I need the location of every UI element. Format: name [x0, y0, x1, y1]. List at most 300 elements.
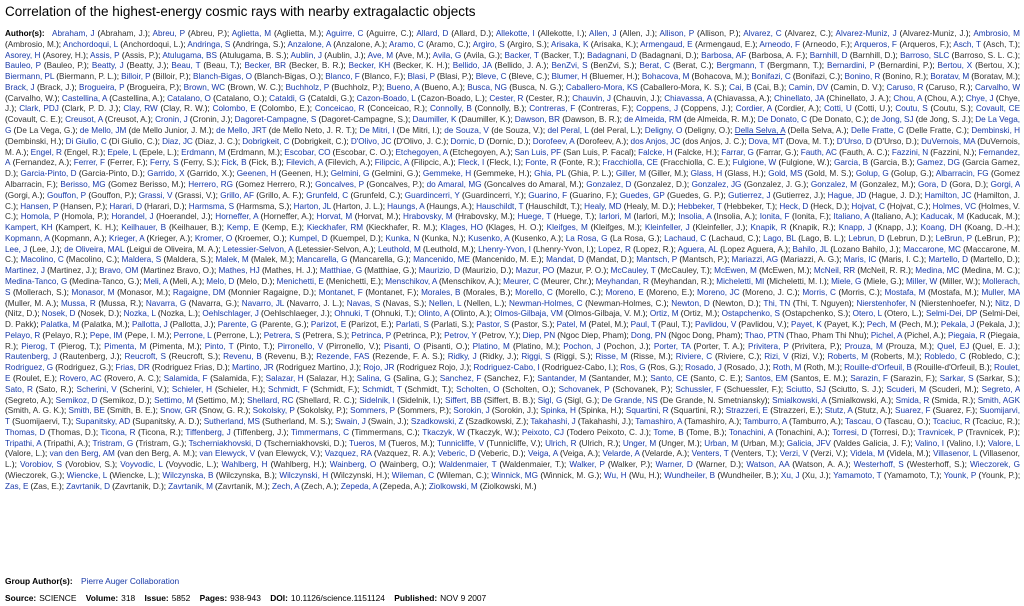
- author-link[interactable]: Wilczynski, H: [279, 471, 329, 481]
- author-link[interactable]: Schovanek, P: [558, 384, 610, 394]
- author-link[interactable]: Andringa, S: [187, 39, 231, 49]
- author-link[interactable]: Meli, A: [143, 276, 168, 286]
- author-link[interactable]: Horneffer, A: [215, 212, 259, 222]
- author-link[interactable]: Monasor, M: [71, 287, 115, 297]
- author-link[interactable]: Nitz, D: [995, 298, 1020, 308]
- author-link[interactable]: Velarde, A: [602, 449, 640, 459]
- author-link[interactable]: Erdmann, M: [181, 147, 226, 157]
- author-link[interactable]: de Mello, JM: [79, 126, 127, 136]
- author-link[interactable]: Payet, K: [791, 320, 822, 330]
- author-link[interactable]: Dembinski, H: [971, 126, 1020, 136]
- author-link[interactable]: Deligny, O: [644, 126, 683, 136]
- author-link[interactable]: Grillo, AF: [220, 190, 254, 200]
- author-link[interactable]: Malek, M: [215, 255, 249, 265]
- author-link[interactable]: Patel, M: [556, 320, 587, 330]
- author-link[interactable]: Settimo, M: [154, 395, 194, 405]
- author-link[interactable]: Smith, BE: [68, 406, 105, 416]
- author-link[interactable]: Rizi, V: [764, 352, 789, 362]
- author-link[interactable]: Beatty, J: [91, 61, 124, 71]
- author-link[interactable]: Pech, M: [866, 320, 897, 330]
- author-link[interactable]: Nosek, D: [41, 309, 76, 319]
- author-link[interactable]: Winnick, MG: [491, 471, 538, 481]
- author-link[interactable]: Mancarella, G: [296, 255, 348, 265]
- author-link[interactable]: Koang, DH: [920, 223, 962, 233]
- author-link[interactable]: Newman-Holmes, C: [509, 298, 583, 308]
- author-link[interactable]: DuVernois, MA: [921, 136, 976, 146]
- author-link[interactable]: Pisanti, O: [383, 341, 421, 351]
- author-link[interactable]: Porter, TA: [653, 341, 691, 351]
- author-link[interactable]: Bravo, OM: [99, 266, 139, 276]
- author-link[interactable]: Wainberg, O: [329, 460, 377, 470]
- author-link[interactable]: Asorey, H: [5, 50, 41, 60]
- author-link[interactable]: Micheletti, MI: [716, 276, 765, 286]
- author-link[interactable]: Filipcic, A: [374, 158, 409, 168]
- author-link[interactable]: Engel, R: [30, 147, 62, 157]
- author-link[interactable]: Bauleo, P: [5, 61, 41, 71]
- author-link[interactable]: de Jong, SJ: [870, 115, 914, 125]
- author-link[interactable]: Delle Fratte, C: [851, 126, 904, 136]
- author-link[interactable]: Kunka, N: [385, 233, 420, 243]
- author-link[interactable]: Morris, C: [802, 287, 836, 297]
- author-link[interactable]: Shellard, RC: [247, 395, 294, 405]
- author-link[interactable]: Gorgi, A: [990, 179, 1020, 189]
- author-link[interactable]: Palatka, M: [40, 320, 80, 330]
- author-link[interactable]: Smida, R: [895, 395, 930, 405]
- author-link[interactable]: Voyvodic, L: [120, 460, 163, 470]
- author-link[interactable]: Risse, M: [595, 352, 628, 362]
- author-link[interactable]: Takahashi, J: [530, 417, 576, 427]
- author-link[interactable]: Szadkowski, Z: [410, 417, 464, 427]
- author-link[interactable]: Berat, C: [639, 61, 671, 71]
- author-link[interactable]: Pirronello, V: [277, 341, 324, 351]
- author-link[interactable]: Pochon, J: [563, 341, 601, 351]
- author-link[interactable]: Kumpel, D: [289, 233, 328, 243]
- author-link[interactable]: Knapik, R: [750, 223, 787, 233]
- author-link[interactable]: Westerhoff, S: [853, 460, 904, 470]
- author-link[interactable]: Cotti, U: [823, 104, 852, 114]
- author-link[interactable]: Ros, G: [620, 363, 646, 373]
- author-link[interactable]: Roulet, E: [5, 363, 1020, 383]
- author-link[interactable]: Prouza, M: [844, 341, 883, 351]
- author-link[interactable]: dos Anjos, JC: [630, 136, 681, 146]
- author-link[interactable]: Walker, P: [569, 460, 605, 470]
- author-link[interactable]: Maldera, S: [121, 255, 162, 265]
- author-link[interactable]: Ambrosio, M: [973, 29, 1020, 38]
- group-author-link[interactable]: Pierre Auger Collaboration: [80, 576, 180, 586]
- author-link[interactable]: Blumer, H: [551, 72, 588, 82]
- author-link[interactable]: Heck, D: [779, 201, 809, 211]
- author-link[interactable]: Pepe, IM: [89, 330, 123, 340]
- author-link[interactable]: Wileman, C: [391, 471, 435, 481]
- author-link[interactable]: Castellina, A: [61, 93, 107, 103]
- author-link[interactable]: Schieler, H: [171, 384, 213, 394]
- author-link[interactable]: Zepeda, A: [340, 481, 378, 491]
- author-link[interactable]: Tascau, O: [845, 417, 882, 427]
- author-link[interactable]: Guardincerri, Y: [404, 190, 460, 200]
- author-link[interactable]: Ferry, S: [150, 158, 179, 168]
- author-link[interactable]: Reucroft, S: [124, 352, 166, 362]
- author-link[interactable]: Barnhill, D: [809, 50, 848, 60]
- author-link[interactable]: Schmidt, F: [268, 384, 308, 394]
- author-link[interactable]: Selmi-Dei, DP: [925, 309, 978, 319]
- author-link[interactable]: Valore, L: [987, 438, 1020, 448]
- author-link[interactable]: Melo, D: [206, 276, 235, 286]
- author-link[interactable]: Lhenry-Yvon, I: [478, 244, 531, 254]
- author-link[interactable]: BenZvi, S: [551, 61, 588, 71]
- author-link[interactable]: Sigl, G: [537, 395, 563, 405]
- author-link[interactable]: Atulugama, BS: [162, 50, 217, 60]
- author-link[interactable]: Scuderi, M: [886, 384, 927, 394]
- author-link[interactable]: Ohnuki, T: [334, 309, 370, 319]
- author-link[interactable]: Quel, EJ: [937, 341, 970, 351]
- author-link[interactable]: Stutz, A: [824, 406, 853, 416]
- author-link[interactable]: Goncalves, P: [315, 179, 364, 189]
- author-link[interactable]: Aguera, AL: [677, 244, 718, 254]
- author-link[interactable]: Urban, M: [704, 438, 739, 448]
- author-link[interactable]: Dagoret-Campagne, S: [234, 115, 317, 125]
- author-link[interactable]: Escobar, CO: [284, 147, 331, 157]
- author-link[interactable]: Tripathi, A: [5, 438, 42, 448]
- author-link[interactable]: Dornic, D: [450, 136, 485, 146]
- author-link[interactable]: Garcia, B: [834, 158, 869, 168]
- author-link[interactable]: Nellen, L: [428, 298, 462, 308]
- author-link[interactable]: Di Giulio, C: [65, 136, 107, 146]
- author-link[interactable]: Smialkowski, A: [772, 395, 827, 405]
- author-link[interactable]: Boratav, M: [930, 72, 970, 82]
- author-link[interactable]: Bertou, X: [937, 61, 973, 71]
- author-link[interactable]: Brogueira, P: [78, 82, 125, 92]
- author-link[interactable]: Yamamoto, T: [833, 471, 882, 481]
- author-link[interactable]: Chou, A: [893, 93, 923, 103]
- author-link[interactable]: Suomijarvi, T: [5, 406, 1020, 427]
- author-link[interactable]: Covault, CE: [975, 104, 1020, 114]
- author-link[interactable]: Aublin, J: [290, 50, 322, 60]
- author-link[interactable]: Macolino, C: [20, 255, 64, 265]
- author-link[interactable]: Supanitsky, AD: [75, 417, 131, 427]
- author-link[interactable]: Sato, R: [5, 384, 33, 394]
- author-link[interactable]: Santander, M: [537, 374, 587, 383]
- author-link[interactable]: La Rosa, G: [565, 233, 608, 243]
- author-link[interactable]: Fracchiolla, CE: [602, 158, 659, 168]
- author-link[interactable]: Chauvin, J: [572, 93, 611, 103]
- author-link[interactable]: Cronin, J: [155, 115, 188, 125]
- author-link[interactable]: Navarra, G: [145, 298, 187, 308]
- author-link[interactable]: Maurizio, D: [418, 266, 461, 276]
- author-link[interactable]: Roth, M: [772, 363, 802, 373]
- author-link[interactable]: Strazzeri, E: [725, 406, 769, 416]
- author-link[interactable]: Mandat, D: [546, 255, 584, 265]
- author-link[interactable]: Vorobiov, S: [19, 460, 63, 470]
- author-link[interactable]: Ionita, F: [759, 212, 790, 222]
- author-link[interactable]: del Peral, L: [547, 126, 589, 136]
- author-link[interactable]: Paul, T: [630, 320, 657, 330]
- author-link[interactable]: Hebbeker, T: [677, 201, 722, 211]
- author-link[interactable]: Montanet, F: [318, 287, 363, 297]
- author-link[interactable]: Ragaigne, DM: [172, 287, 226, 297]
- author-link[interactable]: Mathes, HJ: [218, 266, 260, 276]
- author-link[interactable]: Swain, J: [335, 417, 366, 427]
- author-link[interactable]: Giller, M: [615, 169, 646, 179]
- author-link[interactable]: Ave, M: [367, 50, 394, 60]
- author-link[interactable]: Zavrtanik, D: [66, 481, 111, 491]
- author-link[interactable]: Privitera, P: [748, 341, 789, 351]
- author-link[interactable]: Lachaud, C: [664, 233, 707, 243]
- author-link[interactable]: Waldenmaier, T: [438, 460, 497, 470]
- author-link[interactable]: Harton, JL: [293, 201, 331, 211]
- author-link[interactable]: Wundheiler, B: [664, 471, 716, 481]
- author-link[interactable]: Brack, J: [5, 82, 35, 92]
- author-link[interactable]: Blanch-Bigas, O: [193, 72, 253, 82]
- author-link[interactable]: Coutu, S: [895, 104, 928, 114]
- author-link[interactable]: Guarino, F: [528, 190, 568, 200]
- author-link[interactable]: Bonino, R: [844, 72, 881, 82]
- author-link[interactable]: van den Berg, AM: [49, 449, 115, 459]
- author-link[interactable]: Moreno, JC: [697, 287, 740, 297]
- author-link[interactable]: Kopmann, A: [5, 233, 50, 243]
- author-link[interactable]: Berisso, MG: [60, 179, 106, 189]
- author-link[interactable]: Nozka, L: [123, 309, 156, 319]
- author-link[interactable]: Zavrtanik, M: [168, 481, 213, 491]
- author-link[interactable]: Tkaczyk, W: [422, 427, 465, 437]
- author-link[interactable]: Dawson, BR: [514, 115, 561, 125]
- author-link[interactable]: Tristram, G: [92, 438, 134, 448]
- author-link[interactable]: Hojvat, C: [851, 201, 885, 211]
- author-link[interactable]: Bohacova, M: [641, 72, 690, 82]
- author-link[interactable]: Smith, AGK: [977, 395, 1020, 405]
- author-link[interactable]: Navas, S: [346, 298, 381, 308]
- author-link[interactable]: Sokolsky, P: [252, 406, 295, 416]
- author-link[interactable]: Rodriguez-Cabo, I: [473, 363, 540, 373]
- author-link[interactable]: Grassi, V: [138, 190, 173, 200]
- author-link[interactable]: Robledo, C: [924, 352, 966, 362]
- author-link[interactable]: Kleifges, M: [546, 223, 588, 233]
- author-link[interactable]: Miller, W: [905, 276, 938, 286]
- author-link[interactable]: Beau, T: [171, 61, 201, 71]
- author-link[interactable]: Medina, MC: [915, 266, 960, 276]
- author-link[interactable]: Pastor, S: [476, 320, 510, 330]
- author-link[interactable]: Fleck, I: [457, 158, 485, 168]
- author-link[interactable]: Blasi, P: [407, 72, 435, 82]
- author-link[interactable]: Venters, T: [691, 449, 729, 459]
- author-link[interactable]: Salamida, F: [163, 374, 208, 383]
- author-link[interactable]: Verzi, V: [779, 449, 808, 459]
- author-link[interactable]: Navarro, JL: [241, 298, 285, 308]
- author-link[interactable]: Galicia, JFV: [786, 438, 831, 448]
- author-link[interactable]: Brown, WC: [183, 82, 226, 92]
- author-link[interactable]: Dova, MT: [748, 136, 784, 146]
- author-link[interactable]: Assis, P: [90, 50, 120, 60]
- author-link[interactable]: Moreno, E: [605, 287, 644, 297]
- author-link[interactable]: Petrera, S: [263, 330, 301, 340]
- author-link[interactable]: Kromer, O: [194, 233, 233, 243]
- author-link[interactable]: De La Vega, G: [5, 115, 1020, 136]
- author-link[interactable]: Harmsma, S: [188, 201, 235, 211]
- author-link[interactable]: Meurer, C: [503, 276, 539, 286]
- author-link[interactable]: Catalano, O: [167, 93, 211, 103]
- author-link[interactable]: Sanchez, F: [439, 374, 482, 383]
- author-link[interactable]: Zas, E: [5, 481, 29, 491]
- author-link[interactable]: Sarazin, F: [850, 374, 888, 383]
- author-link[interactable]: Ziolkowski, M: [428, 481, 478, 491]
- author-link[interactable]: Aramo, C: [389, 39, 424, 49]
- author-link[interactable]: Sciutto, SJ: [786, 384, 826, 394]
- author-link[interactable]: Gold, MS: [768, 169, 803, 179]
- author-link[interactable]: Busca, NG: [467, 82, 507, 92]
- author-link[interactable]: Miele, G: [831, 276, 862, 286]
- author-link[interactable]: Lee, J: [5, 244, 28, 254]
- author-link[interactable]: Tamashiro, A: [635, 417, 682, 427]
- author-link[interactable]: Menschikov, A: [385, 276, 437, 286]
- author-link[interactable]: Mostafa, M: [884, 287, 926, 297]
- author-link[interactable]: Pelayo, R: [5, 330, 41, 340]
- author-link[interactable]: Biermann, PL: [5, 72, 55, 82]
- author-link[interactable]: Rovero, AC: [59, 374, 102, 383]
- author-link[interactable]: Billoir, P: [121, 72, 151, 82]
- author-link[interactable]: de Almeida, RM: [624, 115, 682, 125]
- author-link[interactable]: Rezende, FAS: [316, 352, 370, 362]
- author-link[interactable]: Thi, TN: [763, 298, 791, 308]
- author-link[interactable]: Backer, T: [504, 50, 539, 60]
- author-link[interactable]: Siffert, BB: [444, 395, 482, 405]
- author-link[interactable]: Alvarez-Muniz, J: [835, 29, 897, 38]
- author-link[interactable]: Bleve, C: [475, 72, 507, 82]
- author-link[interactable]: Vazquez, RA: [324, 449, 372, 459]
- author-link[interactable]: Aguirre, C: [325, 29, 364, 38]
- author-link[interactable]: Chinellato, JA: [774, 93, 825, 103]
- author-link[interactable]: Iarlori, M: [598, 212, 632, 222]
- author-link[interactable]: Fernandez, A: [5, 147, 1020, 168]
- author-link[interactable]: Rouille-d'Orfeuil, B: [844, 363, 912, 373]
- author-link[interactable]: Diep, PN: [522, 330, 556, 340]
- author-link[interactable]: Fonte, R: [525, 158, 557, 168]
- author-link[interactable]: Glass, H: [690, 169, 723, 179]
- author-link[interactable]: Clay, RW: [123, 104, 158, 114]
- author-link[interactable]: Dong, PN: [630, 330, 667, 340]
- author-link[interactable]: Santos, EM: [745, 374, 788, 383]
- author-link[interactable]: Wu, H: [603, 471, 627, 481]
- author-link[interactable]: Arqueros, F: [854, 39, 897, 49]
- author-link[interactable]: Arisaka, K: [550, 39, 589, 49]
- author-link[interactable]: Squartini, R: [625, 406, 669, 416]
- author-link[interactable]: Etchegoyen, A: [395, 147, 448, 157]
- author-link[interactable]: Pichel, A: [870, 330, 903, 340]
- author-link[interactable]: Alvarez, C: [743, 29, 782, 38]
- author-link[interactable]: Morales, B: [421, 287, 461, 297]
- author-link[interactable]: Martello, D: [928, 255, 969, 265]
- author-link[interactable]: Parlati, S: [395, 320, 429, 330]
- author-link[interactable]: Caruso, R: [886, 82, 924, 92]
- author-link[interactable]: Fazzini, N: [891, 147, 929, 157]
- author-link[interactable]: Leuthold, M: [378, 244, 421, 254]
- author-link[interactable]: Maris, IC: [843, 255, 877, 265]
- author-link[interactable]: Contreras, F: [529, 104, 576, 114]
- author-link[interactable]: Allen, J: [589, 29, 617, 38]
- author-link[interactable]: Pekala, J: [940, 320, 975, 330]
- author-link[interactable]: Peixoto, CJ: [521, 427, 565, 437]
- author-link[interactable]: Bernardini, P: [826, 61, 875, 71]
- author-link[interactable]: Gemmeke, H: [422, 169, 472, 179]
- author-link[interactable]: Armengaud, E: [640, 39, 693, 49]
- author-link[interactable]: Menichetti, E: [276, 276, 324, 286]
- author-link[interactable]: Maccarone, MC: [903, 244, 961, 254]
- author-link[interactable]: Matthiae, G: [319, 266, 363, 276]
- author-link[interactable]: Perrone, L: [173, 330, 212, 340]
- author-link[interactable]: Rojo, JR: [363, 363, 395, 373]
- author-link[interactable]: Lago, BL: [763, 233, 796, 243]
- author-link[interactable]: do Amaral, MG: [426, 179, 482, 189]
- author-link[interactable]: Allison, P: [659, 29, 695, 38]
- author-link[interactable]: Abraham, J: [52, 29, 95, 38]
- author-link[interactable]: Letessier-Selvon, A: [222, 244, 293, 254]
- author-link[interactable]: Arneodo, F: [759, 39, 801, 49]
- author-link[interactable]: Colombo, E: [212, 104, 256, 114]
- author-link[interactable]: Revenu, B: [223, 352, 262, 362]
- author-link[interactable]: Allekotte, I: [495, 29, 535, 38]
- author-link[interactable]: Argiro, S: [472, 39, 505, 49]
- author-link[interactable]: Hansen, P: [20, 201, 59, 211]
- author-link[interactable]: Knapp, J: [838, 223, 872, 233]
- author-link[interactable]: Younk, P: [943, 471, 977, 481]
- author-link[interactable]: Tonachini, A: [728, 427, 773, 437]
- author-link[interactable]: Petrinca, P: [351, 330, 392, 340]
- author-link[interactable]: Klages, HO: [440, 223, 483, 233]
- author-link[interactable]: Garcia-Pinto, D: [20, 169, 77, 179]
- author-link[interactable]: Santo, CE: [650, 374, 688, 383]
- author-link[interactable]: Mancenido, ME: [413, 255, 470, 265]
- author-link[interactable]: Zech, A: [272, 481, 300, 491]
- author-link[interactable]: Gouffon, P: [47, 190, 86, 200]
- author-link[interactable]: Cazon-Boado, L: [356, 93, 416, 103]
- author-link[interactable]: Aglietta, M: [231, 29, 272, 38]
- author-link[interactable]: De Donato, C: [757, 115, 808, 125]
- author-link[interactable]: Kusenko, A: [468, 233, 510, 243]
- author-link[interactable]: Allard, D: [416, 29, 449, 38]
- author-link[interactable]: Platino, M: [472, 341, 510, 351]
- author-link[interactable]: Bergmann, T: [716, 61, 765, 71]
- author-link[interactable]: Dorofeev, A: [532, 136, 575, 146]
- author-link[interactable]: Otero, L: [852, 309, 882, 319]
- author-link[interactable]: Dobrigkeit, C: [242, 136, 290, 146]
- author-link[interactable]: Rodriguez, G: [5, 363, 54, 373]
- author-link[interactable]: Haungs, A: [387, 201, 425, 211]
- author-link[interactable]: D'Olivo, JC: [350, 136, 392, 146]
- author-link[interactable]: Garrido, X: [147, 169, 185, 179]
- author-link[interactable]: de Mello, JRT: [216, 126, 267, 136]
- author-link[interactable]: Nierstenhofer, N: [856, 298, 916, 308]
- author-link[interactable]: Sutherland, MS: [203, 417, 260, 427]
- author-link[interactable]: Wiencke, L: [66, 471, 107, 481]
- author-link[interactable]: Gelmini, G: [330, 169, 370, 179]
- author-link[interactable]: De Grande, NS: [601, 395, 658, 405]
- author-link[interactable]: Pimenta, M: [104, 341, 147, 351]
- author-link[interactable]: Diaz, JC: [162, 136, 193, 146]
- author-link[interactable]: Anchordoqui, L: [63, 39, 118, 49]
- author-link[interactable]: Hague, JD: [827, 190, 867, 200]
- author-link[interactable]: Holmes, VC: [932, 201, 977, 211]
- author-link[interactable]: Harari, D: [109, 201, 142, 211]
- author-link[interactable]: Abreu, P: [152, 29, 185, 38]
- author-link[interactable]: Bonifazi, C: [751, 72, 791, 82]
- author-link[interactable]: Mariazzi, AG: [731, 255, 779, 265]
- author-link[interactable]: Muller, MA: [981, 287, 1020, 297]
- author-link[interactable]: Riviere, C: [675, 352, 713, 362]
- author-link[interactable]: Medina-Tanco, G: [5, 276, 68, 286]
- author-link[interactable]: Pierog, T: [21, 341, 56, 351]
- author-link[interactable]: Mollerach, S: [5, 276, 1020, 297]
- author-link[interactable]: Martino, JR: [232, 363, 274, 373]
- author-link[interactable]: Ticona, R: [100, 427, 136, 437]
- author-link[interactable]: Ferrer, F: [73, 158, 106, 168]
